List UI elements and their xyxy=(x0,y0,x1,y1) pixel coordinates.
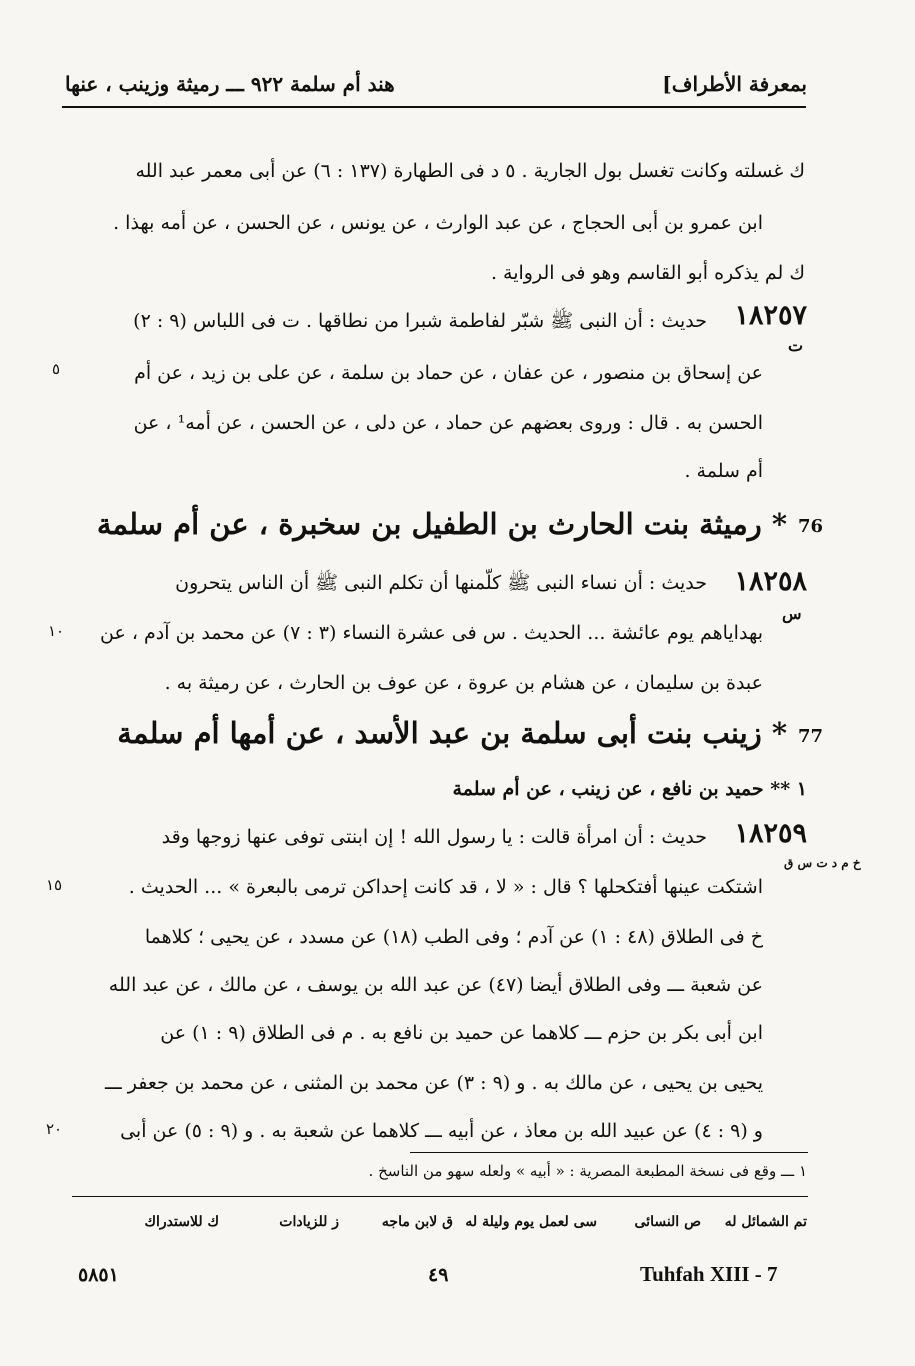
hadith-18259-line-5: يحيى بن يحيى ، عن مالك به . و (٩ : ٣) عن محمد بن المثنى ، عن محمد بن جعفر ـــ xyxy=(105,1072,763,1094)
hadith-18257-line-2: الحسن به . قال : وروى بعضهم عن حماد ، عن دلى ، عن الحسن ، عن أمه¹ ، عن xyxy=(133,412,763,434)
continuation-line-1: ك غسلته وكانت تغسل بول الجارية . ٥ د فى الطهارة (١٣٧ : ٦) عن أبى معمر عبد الله xyxy=(135,160,805,182)
hadith-18257-line-1: عن إسحاق بن منصور ، عن عفان ، عن حماد بن سلمة ، عن على بن زيد ، عن أم xyxy=(134,362,763,384)
hadith-18258-line-1: بهداياهم يوم عائشة ... الحديث . س فى عشرة النساء (٣ : ٧) عن محمد بن آدم ، عن xyxy=(100,622,763,644)
abbreviation-3: سى لعمل يوم وليلة له xyxy=(465,1214,597,1230)
abbreviation-4: ق لابن ماجه xyxy=(381,1214,453,1230)
margin-number-20: ٢٠ xyxy=(46,1120,63,1138)
footnote: ١ ـــ وقع فى نسخة المطبعة المصرية : « أبيه » ولعله سهو من الناسخ . xyxy=(368,1162,807,1180)
footer-book-title: Tuhfah XIII - 7 xyxy=(640,1262,778,1286)
abbreviation-rule xyxy=(72,1196,808,1197)
running-header-right: بمعرفة الأطراف] xyxy=(662,72,807,96)
section-title-77: * زينب بنت أبى سلمة بن عبد الأسد ، عن أمها أم سلمة xyxy=(117,716,787,750)
abbreviation-1: تم الشمائل له xyxy=(724,1214,807,1230)
hadith-number-18258: ١٨٢٥٨ xyxy=(734,566,807,597)
margin-number-5: ٥ xyxy=(52,360,61,378)
abbreviation-2: ص النسائى xyxy=(634,1214,701,1230)
hadith-number-18259: ١٨٢٥٩ xyxy=(734,818,807,849)
continuation-line-3: ك لم يذكره أبو القاسم وهو فى الرواية . xyxy=(490,262,805,284)
continuation-line-2: ابن عمرو بن أبى الحجاج ، عن عبد الوارث ، عن يونس ، عن الحسن ، عن أمه بهذا . xyxy=(113,212,763,234)
hadith-18259-first-line: حديث : أن امرأة قالت : يا رسول الله ! إن ابنتى توفى عنها زوجها وقد xyxy=(161,826,707,848)
margin-number-15: ١٥ xyxy=(46,876,63,894)
subsection-heading: ١ ** حميد بن نافع ، عن زينب ، عن أم سلمة xyxy=(452,778,807,800)
footer-page-number: ٤٩ xyxy=(428,1264,449,1286)
abbreviation-5: ز للزيادات xyxy=(279,1214,339,1230)
section-number-77: 77 xyxy=(798,726,824,747)
hadith-18259-line-1: اشتكت عينها أفتكحلها ؟ قال : « لا ، قد كانت إحداكن ترمى بالبعرة » ... الحديث . xyxy=(128,876,763,898)
footer-signature-number: ٥٨٥١ xyxy=(78,1264,119,1286)
hadith-18258-line-2: عبدة بن سليمان ، عن هشام بن عروة ، عن عوف بن الحارث ، عن رميثة به . xyxy=(164,672,763,694)
hadith-18259-line-2: خ فى الطلاق (٤٨ : ١) عن آدم ؛ وفى الطب (١٨) عن مسدد ، عن يحيى ؛ كلاهما xyxy=(144,926,763,948)
hadith-siglum-18258: س xyxy=(782,604,802,623)
abbreviation-6: ك للاستدراك xyxy=(144,1214,219,1230)
hadith-18257-first-line: حديث : أن النبى ﷺ شبّر لفاطمة شبرا من نطاقها . ت فى اللباس (٩ : ٢) xyxy=(133,310,707,332)
footnote-rule xyxy=(410,1152,808,1153)
hadith-18259-line-6: و (٩ : ٤) عن عبيد الله بن معاذ ، عن أبيه ـــ كلاهما عن شعبة به . و (٩ : ٥) عن أبى xyxy=(120,1120,763,1142)
section-number-76: 76 xyxy=(798,516,824,537)
hadith-18257-line-3: أم سلمة . xyxy=(684,460,763,482)
header-rule xyxy=(62,106,806,108)
margin-number-10: ١٠ xyxy=(48,622,65,640)
hadith-number-18257: ١٨٢٥٧ xyxy=(734,300,807,331)
hadith-siglum-18257: ت xyxy=(788,336,804,355)
section-title-76: * رميثة بنت الحارث بن الطفيل بن سخبرة ، عن أم سلمة xyxy=(96,507,787,541)
hadith-18259-line-4: ابن أبى بكر بن حزم ـــ كلاهما عن حميد بن نافع به . م فى الطلاق (٩ : ١) عن xyxy=(160,1022,763,1044)
hadith-18259-line-3: عن شعبة ـــ وفى الطلاق أيضا (٤٧) عن عبد الله بن يوسف ، عن مالك ، عن عبد الله xyxy=(108,974,763,996)
running-header-left: هند أم سلمة ٩٢٢ ـــ رميثة وزينب ، عنها xyxy=(65,72,395,96)
hadith-siglum-18259: خ م د ت س ق xyxy=(784,856,861,870)
hadith-18258-first-line: حديث : أن نساء النبى ﷺ كلّمنها أن تكلم النبى ﷺ أن الناس يتحرون xyxy=(175,572,707,594)
